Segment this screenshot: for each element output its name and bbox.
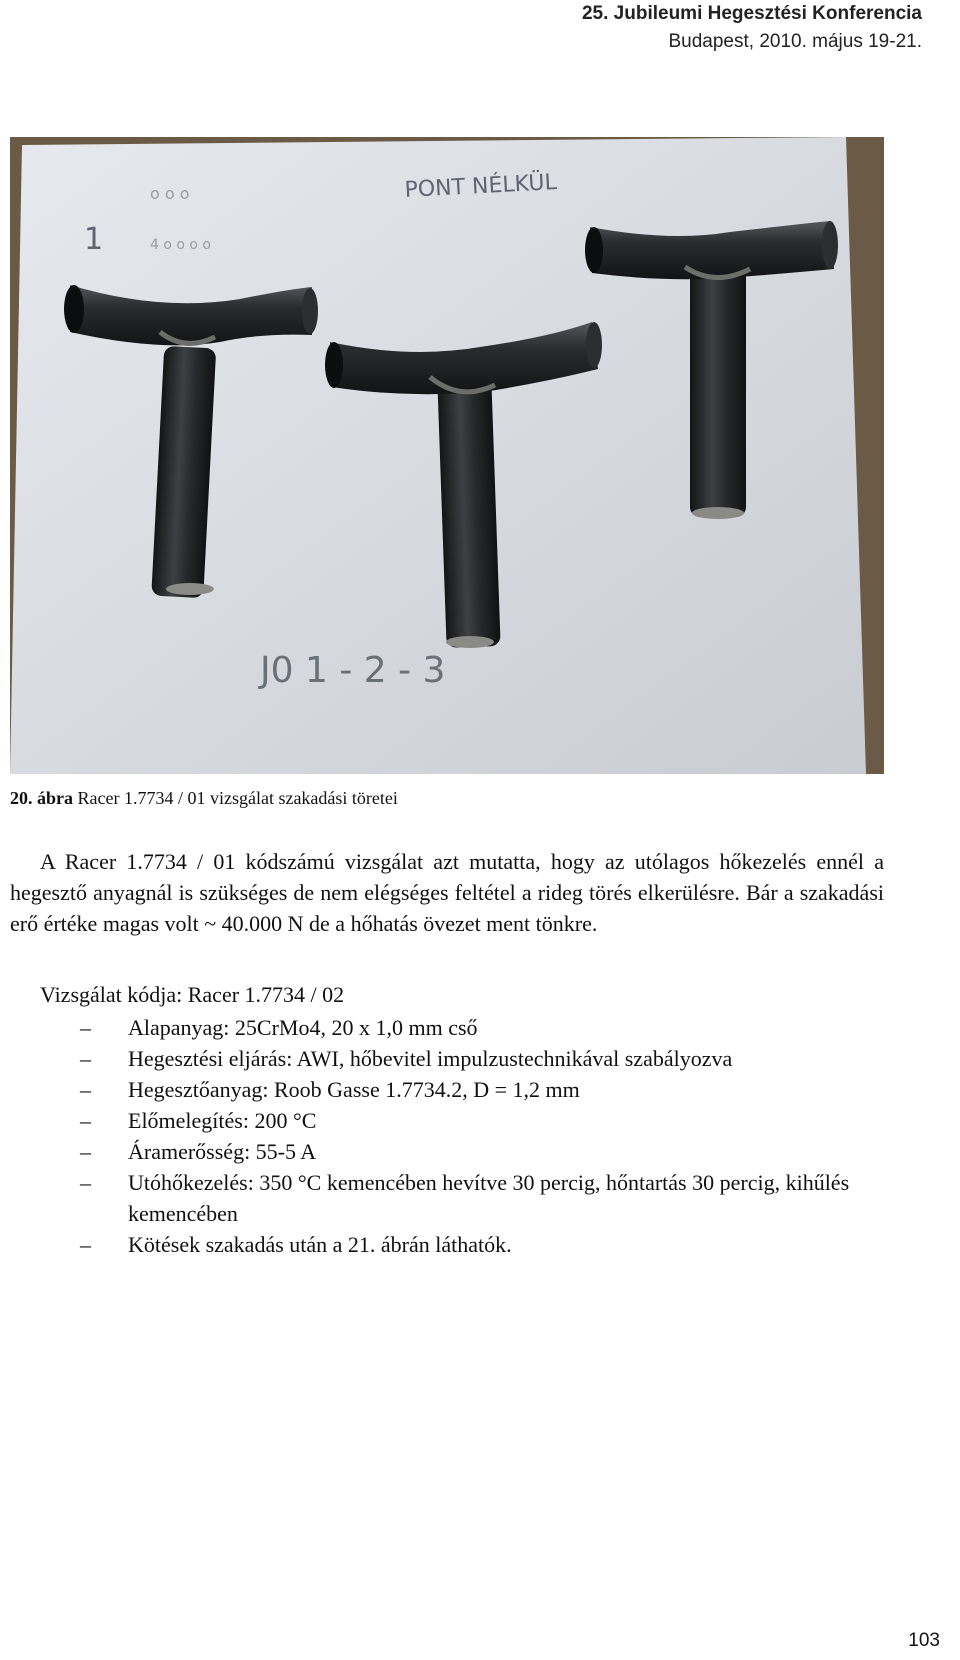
photo-mark-pont-nelkul: PONT NÉLKÜL xyxy=(404,170,558,203)
list-item xyxy=(0,1105,884,1136)
svg-text:o o o: o o o xyxy=(150,184,190,203)
page-header xyxy=(582,0,922,56)
t-joint-specimens-image xyxy=(10,137,884,774)
list-item xyxy=(0,1167,884,1229)
conference-title: 25. Jubileumi Hegesztési Konferencia xyxy=(581,3,922,24)
test-code-line: Vizsgálat kódja: Racer 1.7734 / 02 xyxy=(40,982,345,1007)
list-dash: – xyxy=(80,1046,91,1071)
list-dash: – xyxy=(80,1170,91,1195)
list-item-text: Alapanyag: 25CrMo4, 20 x 1,0 mm cső xyxy=(128,1015,478,1040)
list-dash: – xyxy=(80,1015,91,1040)
list-dash: – xyxy=(80,1108,91,1133)
list-item-text: Kötések szakadás után a 21. ábrán láthatók. xyxy=(128,1232,512,1257)
conference-date: Budapest, 2010. május 19-21. xyxy=(668,31,922,52)
list-item-text: Utóhőkezelés: 350 °C kemencében hevítve 30 percig, hőntartás 30 percig, kihűlés kemencében xyxy=(128,1170,850,1226)
photo-mark-numbers: J0 1 - 2 - 3 xyxy=(260,650,446,691)
list-item xyxy=(0,1012,884,1043)
figure-photo xyxy=(10,137,884,774)
figure-caption-text: Racer 1.7734 / 01 vizsgálat szakadási töretei xyxy=(73,788,398,808)
svg-text:4 o o o o: 4 o o o o xyxy=(150,237,211,253)
list-item-text: Hegesztési eljárás: AWI, hőbevitel impulzustechnikával szabályozva xyxy=(128,1046,733,1071)
list-dash: – xyxy=(80,1232,91,1257)
list-dash: – xyxy=(80,1077,91,1102)
spec-list xyxy=(0,1012,884,1260)
list-item-text: Hegesztőanyag: Roob Gasse 1.7734.2, D = 1,2 mm xyxy=(128,1077,580,1102)
list-item-text: Áramerősség: 55-5 A xyxy=(128,1139,317,1164)
list-item xyxy=(0,1229,884,1260)
paragraph-text: A Racer 1.7734 / 01 kódszámú vizsgálat azt mutatta, hogy az utólagos hőkezelés ennél a hegesztő anyagnál is szükséges de nem elégséges feltétel a rideg törés elkerülésre. Bár a szakadási erő értéke magas volt ~ 40.000 N de a hőhatás övezet ment tönkre. xyxy=(10,849,884,936)
body-paragraph xyxy=(10,846,884,939)
list-item xyxy=(0,1136,884,1167)
figure-label: 20. ábra xyxy=(10,788,73,808)
list-item xyxy=(0,1043,884,1074)
list-dash: – xyxy=(80,1139,91,1164)
figure-caption xyxy=(10,788,398,809)
list-item-text: Előmelegítés: 200 °C xyxy=(128,1108,317,1133)
photo-mark-1: 1 xyxy=(84,222,104,257)
page-number: 103 xyxy=(908,1630,940,1651)
list-item xyxy=(0,1074,884,1105)
